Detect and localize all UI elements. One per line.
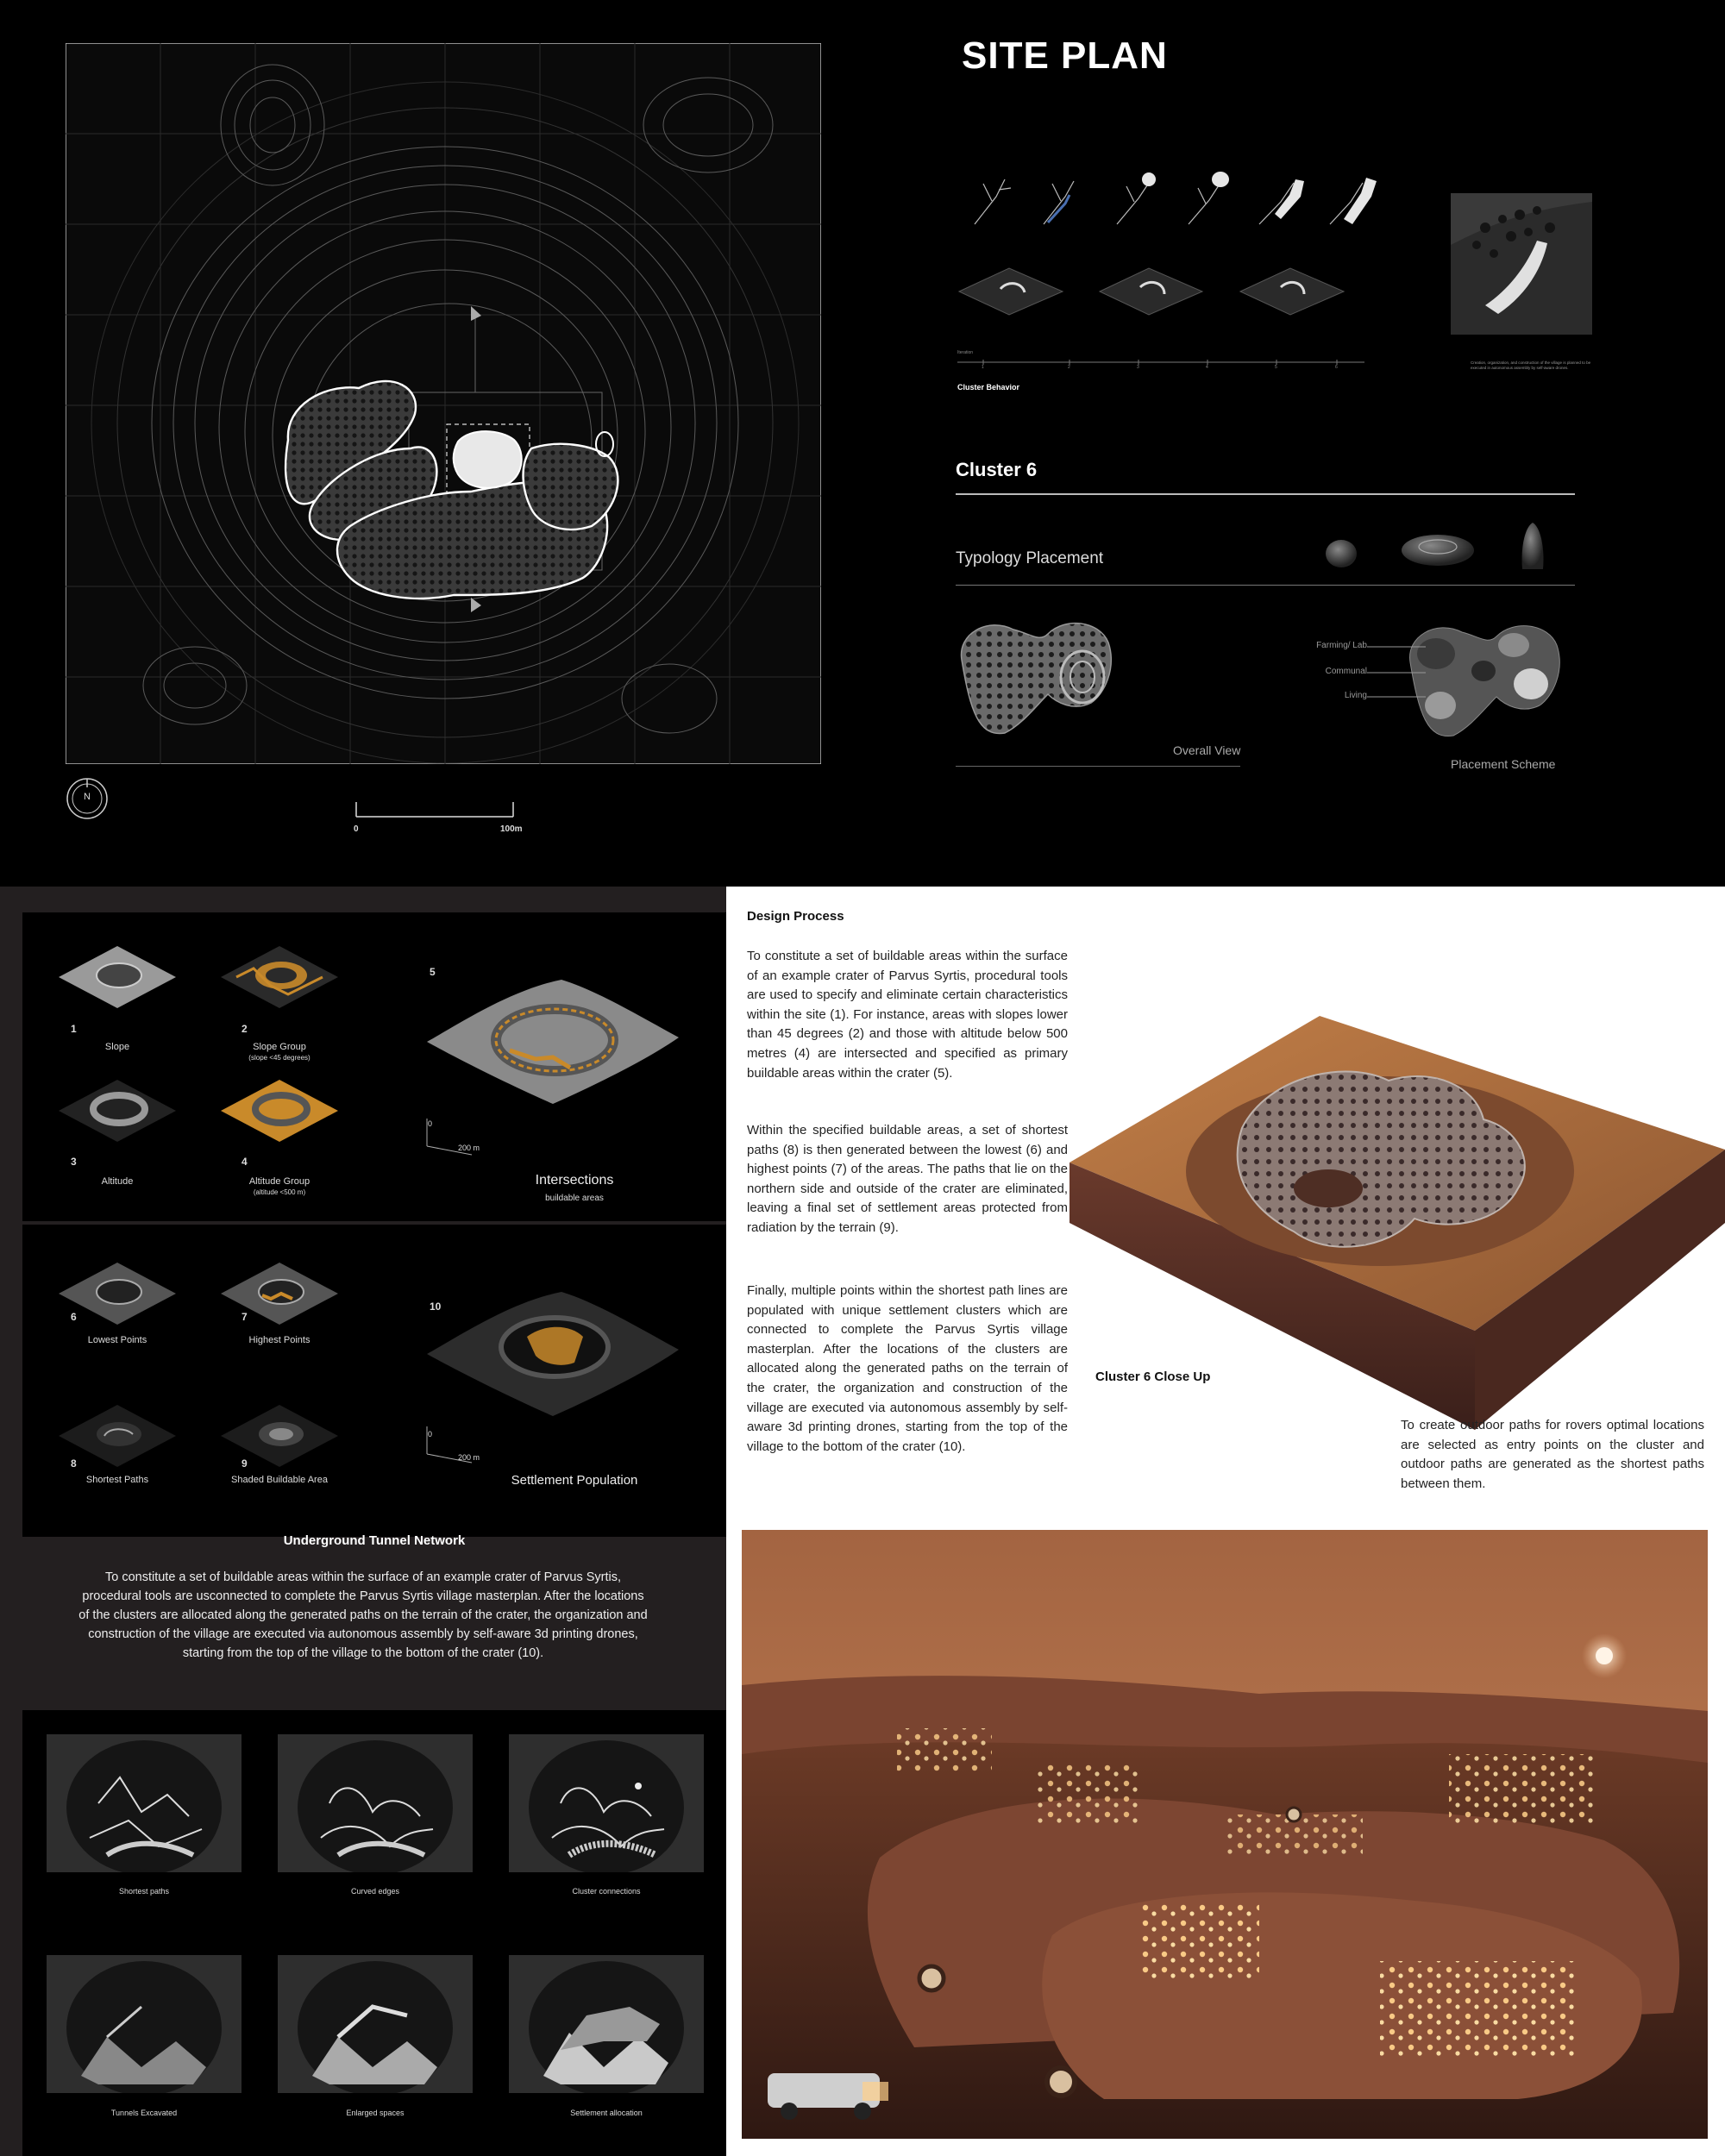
tunnel-step-label: Tunnels Excavated	[110, 2109, 178, 2117]
left-analysis-section	[0, 887, 726, 2156]
overall-view-label: Overall View	[1173, 743, 1241, 757]
typology-divider	[956, 585, 1575, 586]
step-label: Highest Points	[248, 1335, 310, 1345]
step-label: Slope Group	[253, 1042, 306, 1052]
terrain-altitude-group	[219, 1076, 340, 1145]
step-label: Shortest Paths	[85, 1475, 149, 1485]
tunnel-step-label: Settlement allocation	[570, 2109, 643, 2117]
placement-scheme-label: Placement Scheme	[1451, 757, 1556, 771]
tunnel-step-label: Shortest paths	[118, 1887, 170, 1896]
legend-communal: Communal	[1325, 667, 1367, 676]
north-label: N	[84, 792, 91, 802]
placement-scheme-leaders	[1367, 638, 1427, 707]
terrain-altitude	[57, 1076, 178, 1145]
step-number: 7	[242, 1311, 248, 1323]
tunnel-step-label: Cluster connections	[572, 1887, 641, 1896]
cluster-behavior-iterations	[957, 162, 1380, 248]
tick-label: 6	[1335, 365, 1338, 370]
scale-zero: 0	[428, 1119, 433, 1128]
terrain-slope-group	[219, 943, 340, 1012]
overall-view-divider	[956, 766, 1240, 767]
design-process-paragraph: Finally, multiple points within the shortest path lines are populated with unique settlement clusters which are connected to complete the Parvus Syrtis village masterplan. After the locations of the clusters are allocated along the generated paths on the terrain of the crater, the organization and construction of the village are executed via autonomous assembly by self-aware 3d printing drones, starting from the top of the village to the bottom of the crater (10).	[747, 1283, 1068, 1454]
terrain-intersections	[423, 973, 682, 1111]
tunnel-steps-panel	[22, 1710, 726, 2156]
legend-farming-lab: Farming/ Lab	[1316, 641, 1367, 650]
tunnel-step-image	[509, 1955, 704, 2093]
terrain-highest-points	[219, 1259, 340, 1328]
tunnel-step-image	[278, 1955, 473, 2093]
site-plan-panel	[0, 0, 1725, 887]
step-sublabel: (slope <45 degrees)	[248, 1054, 310, 1062]
cluster-behavior-label: Cluster Behavior	[957, 383, 1020, 392]
design-process-paragraph: To constitute a set of buildable areas within the surface of an example crater of Parvus Syrtis, procedural tools are used to specify and eliminate certain characteristics within the site (1). For instance, areas with slopes lower than 45 degrees (2) and those with altitude below 500 metres (4) are intersected and specified as primary buildable areas within the crater (5).	[747, 949, 1068, 1081]
step-number: 8	[71, 1457, 77, 1470]
terrain-shaded-buildable-area	[219, 1401, 340, 1470]
step-number: 2	[242, 1023, 248, 1035]
cluster6-overall-view	[953, 608, 1117, 746]
terrain-slope	[57, 943, 178, 1012]
tunnel-step-image	[278, 1734, 473, 1872]
tunnel-step-image	[47, 1734, 242, 1872]
tunnel-text: To constitute a set of buildable areas within the surface of an example crater of Parvus Syrtis, procedural tools are usconnected to complete the Parvus Syrtis village masterplan. After the locations of the clusters are allocated along the generated paths on the terrain of the crater, the organization and construction of the village are executed via autonomous assembly by self-aware 3d printing drones, starting from the top of the village to the bottom of the crater (10).	[78, 1570, 648, 1660]
intersections-subtitle: buildable areas	[545, 1194, 604, 1203]
analysis-panel-a	[22, 912, 726, 1225]
scale-bar	[354, 798, 518, 818]
site-plan-map	[66, 43, 821, 764]
tick-label: 4	[1206, 365, 1208, 370]
rover-paths-text: To create outdoor paths for rovers optimal locations are selected as entry points on the cluster and outdoor paths are generated as the shortest paths between them.	[1401, 1418, 1704, 1491]
cluster6-divider	[956, 493, 1575, 495]
cluster-behavior-axis-label: Iteration	[957, 350, 974, 355]
typology-placement-label: Typology Placement	[956, 549, 1104, 567]
step-sublabel: (altitude <500 m)	[253, 1188, 306, 1196]
step-number: 1	[71, 1023, 77, 1035]
step-number-large: 10	[430, 1300, 442, 1313]
tunnel-step-label: Curved edges	[350, 1887, 400, 1896]
design-process-section	[726, 887, 1725, 2156]
intersections-title: Intersections	[535, 1173, 614, 1188]
typology-icons	[1315, 516, 1574, 574]
terrain-settlement-population	[423, 1285, 682, 1423]
tunnel-step-label: Enlarged spaces	[346, 2109, 405, 2117]
settlement-population-title: Settlement Population	[511, 1473, 638, 1488]
cluster-detail-render	[1451, 193, 1592, 335]
step-number: 9	[242, 1457, 248, 1470]
tunnel-step-image	[47, 1955, 242, 2093]
analysis-panel-b	[22, 1221, 726, 1537]
step-label: Lowest Points	[87, 1335, 147, 1345]
tick-label: 2	[1068, 365, 1070, 370]
design-process-title: Design Process	[747, 909, 844, 924]
tunnel-step-image	[509, 1734, 704, 1872]
design-process-paragraph: Within the specified buildable areas, a set of shortest paths (8) is then generated between the lowest (6) and highest points (7) of the areas. The paths that lie on the northern side and outside of the crater are eliminated, leaving a final set of settlement areas protected from radiation by the terrain (9).	[747, 1123, 1068, 1235]
tick-label: 3	[1137, 365, 1139, 370]
mars-village-render	[742, 1530, 1708, 2139]
step-number-large: 5	[430, 966, 436, 978]
step-label: Altitude Group	[248, 1176, 310, 1187]
step-number: 6	[71, 1311, 77, 1323]
scale-end: 200 m	[458, 1453, 480, 1462]
scale-end: 200 m	[458, 1144, 480, 1152]
tunnel-title: Underground Tunnel Network	[283, 1533, 466, 1548]
cluster-behavior-ticks	[957, 365, 1367, 373]
scale-zero: 0	[428, 1430, 433, 1438]
tick-label: 5	[1275, 365, 1277, 370]
cluster6-title: Cluster 6	[956, 459, 1038, 480]
step-number: 3	[71, 1156, 77, 1168]
cluster-behavior-note: Creation, organization, and construction of the village is planned to be executed in autonomous assembly by self-aware drones.	[1471, 360, 1591, 370]
scale-end: 100m	[500, 824, 523, 834]
step-number: 4	[242, 1156, 248, 1168]
cluster6-closeup-label: Cluster 6 Close Up	[1095, 1369, 1211, 1384]
step-label: Altitude	[101, 1176, 134, 1187]
cluster-behavior-terrains	[957, 261, 1371, 322]
step-label: Shaded Buildable Area	[231, 1475, 328, 1485]
step-label: Slope	[104, 1042, 130, 1052]
site-plan-title: SITE PLAN	[962, 34, 1168, 77]
tick-label: 1	[982, 365, 984, 370]
legend-living: Living	[1344, 691, 1367, 700]
scale-start: 0	[354, 824, 359, 834]
